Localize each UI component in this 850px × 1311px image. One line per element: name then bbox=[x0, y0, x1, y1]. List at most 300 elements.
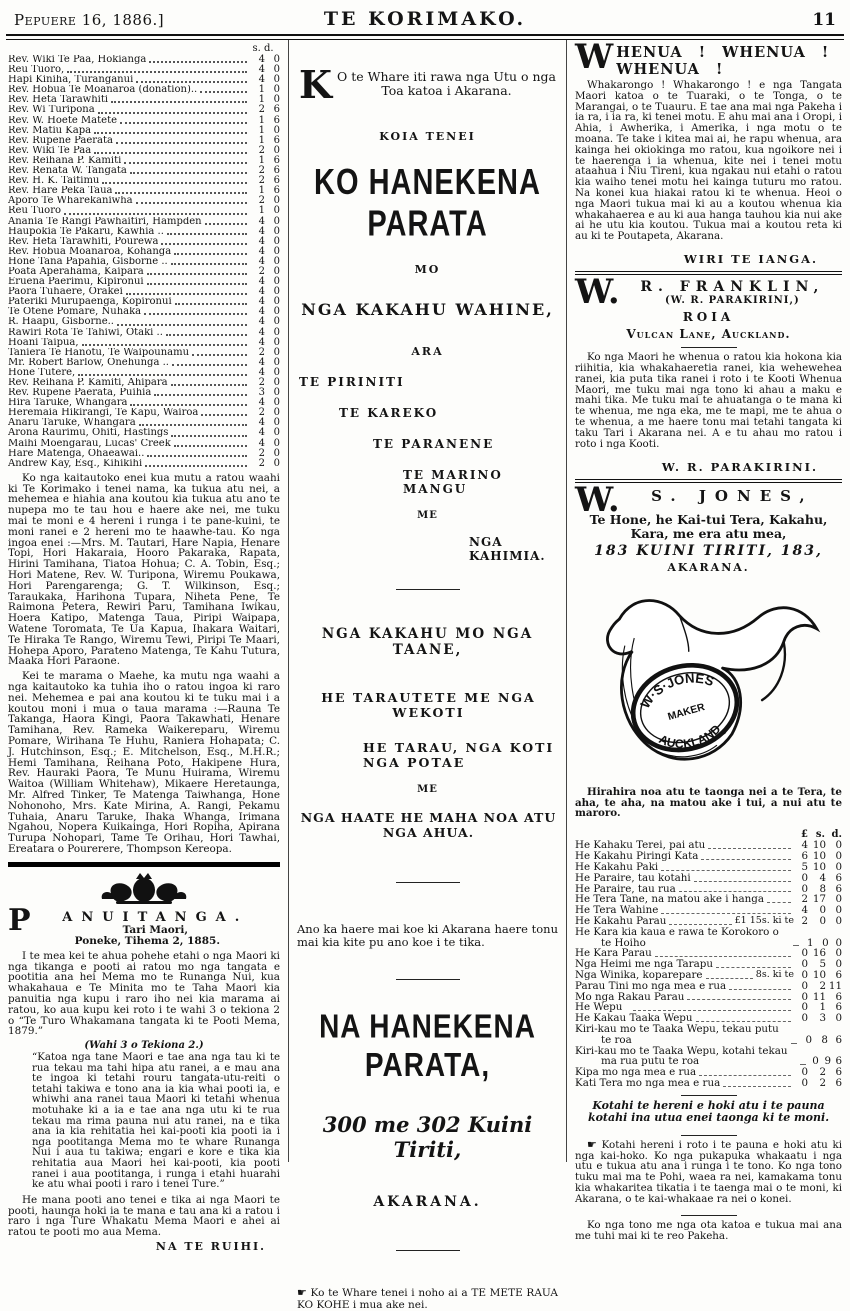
me-label-2: ME bbox=[417, 784, 438, 795]
amount-pence: 6 bbox=[273, 114, 280, 126]
price-shillings: 5 bbox=[819, 958, 826, 971]
issue-date: Pepuere 16, 1886.] bbox=[14, 11, 165, 29]
amount-shillings: 4 bbox=[258, 74, 265, 86]
crest-icon bbox=[92, 872, 196, 906]
dash-leader bbox=[655, 956, 791, 957]
amount-pence: 0 bbox=[273, 377, 280, 388]
fabric-paranene: TE PARANENE bbox=[373, 437, 495, 451]
subscriber-row bbox=[8, 317, 280, 327]
dot-leader bbox=[175, 303, 247, 305]
supporters-paragraph-1-text: Ko nga kaitautoko enei kua mutu a ratou waahi ki Te Korimako i tenei nama, ka tukua atu nei, a mehemea e hiahia ana koutou kia tukua atu ano te nupepa mo te tau hou e haere ake nei, me tuku mai te moni e 4 hereni i runga i te pane-kuini, te moni ranei e 2 hereni mo te haawhe-tau. Ko nga ingoa enei :—Mrs. M. Tautari, Hare Napia, Henare Topi, Hori Hakaraia, Hooro Pakaraka, Rapata, Hirini Tamihana, Tiatoa Hohua; C. A. Tobin, Esq.; Hori Matene, Rev. W. Turipona, Wiremu Poukawa, Hori Parengarenga; G. T. Wilkinson, Esq.; Taraukaka, Harihona Tupara, Niheta Pene, Te Raimona Petera, Rewiri Paru, Tamihana Iwikau, Hoera Katipo, Matenga Taua, Piripi Waipapa, Watene Toromata, Te Ua Kapua, Ihakara Waitari, Te Hiraka Te Rango, Wiremu Tewi, Piripi Te Maari, Hohepa Aporo, Parateno Matenga, Te Kahu Tutura, Maaka Hori Paraone. bbox=[8, 471, 280, 668]
price-shillings: 1 bbox=[819, 1001, 826, 1014]
dash-leader bbox=[661, 870, 791, 871]
price-row bbox=[575, 1078, 842, 1089]
subscriber-name: Paora Tuhaere, Orakei bbox=[8, 287, 123, 298]
jones-ad bbox=[575, 479, 842, 1242]
dot-leader bbox=[171, 435, 247, 437]
price-pence: 0 bbox=[835, 958, 842, 971]
subscriber-row bbox=[8, 217, 280, 227]
dot-leader bbox=[149, 61, 247, 63]
subscription-amount-header bbox=[8, 44, 280, 54]
line-haate: NGA HAATE HE MAHA NOA ATU NGA AHUA. bbox=[300, 810, 557, 840]
subscriber-name: Te Otene Pomare, Nuhaka bbox=[8, 307, 142, 318]
dot-leader bbox=[82, 344, 247, 346]
amount-shillings: 2 bbox=[258, 165, 265, 177]
statute-quote: “Katoa nga tane Maori e tae ana nga tau ki te rua tekau ma tahi hipa atu ranei, a e mau ana te ingoa ki tetahi rouru tangata-utu-reiti o tetahi takiwa e tono ana ia kia whai pooti ia, e whiwhi ana ranei taua Maori ki tetahi whenua motuhake ki a ia e tae ana nga utu ki te rua tekau ma rima pauna nui atu ranei, na e tika ana ia kia rehitatia hei kai-pooti kia pooti ia i nga pootitanga Mema mo te whare Runanga Nui i aua tu takiwa; engari e kore e tika kia rehitatia aua Maori hei kai-pooti, kia pooti ranei i aua pootitanga, i runga i etahi huarahi ke atu whai pooti i raro i tenei Ture.” bbox=[32, 1052, 280, 1191]
dot-leader bbox=[167, 233, 247, 235]
subscriber-row bbox=[8, 186, 280, 196]
price-pence: 6 bbox=[835, 990, 842, 1003]
dot-leader bbox=[117, 324, 247, 326]
subscriber-row bbox=[8, 307, 280, 317]
subscriber-row bbox=[8, 459, 280, 469]
item-name: He Kara kia kaua e rawa te Korokoro o te Hoiho bbox=[575, 925, 779, 949]
saddle-image bbox=[591, 576, 826, 781]
price-shillings: 2 bbox=[819, 1066, 826, 1079]
dot-leader bbox=[145, 465, 247, 467]
price-pence: 11 bbox=[828, 979, 842, 992]
amount-pence: 0 bbox=[273, 437, 280, 449]
amount-pence: 0 bbox=[273, 255, 280, 267]
dot-leader bbox=[174, 253, 247, 255]
subscriber-row bbox=[8, 287, 280, 297]
subscriber-row bbox=[8, 237, 280, 247]
subscriber-name: Rev. Matiu Kapa bbox=[8, 125, 92, 136]
amount-shillings: 2 bbox=[258, 175, 265, 187]
amount-shillings: 4 bbox=[258, 306, 265, 318]
panuitanga-intro-text: I te mea kei te ahua pohehe etahi o nga Maori ki nga tikanga e pooti ai ratou mo nga tangata e pootitia ana hei Mema mo te Runanga Nui, kua whakahaua e Te Minita mo te Taha Maori kia panuitia nga kupu i raro iho nei kia marama ai ratou, ko aua kupu kei roto i te wahi 3 o tekiona 2 o “Te Turo Whakamana tangata ki te Pooti Mema, 1879.” bbox=[8, 949, 280, 1038]
item-name: Kiri-kau mo te Taaka Wepu, tekau putu te roa bbox=[575, 1022, 779, 1046]
item-name: He Kahaku Terei, pai atu bbox=[575, 839, 706, 852]
subscriber-name: Hone Tana Papahia, Gisborne .. bbox=[8, 256, 168, 267]
item-name: Kipa mo nga mea e rua bbox=[575, 1066, 697, 1079]
franklin-name: R. FRANKLIN, bbox=[640, 279, 825, 296]
item-name: Mo nga Rakau Parau bbox=[575, 990, 685, 1003]
price-pence: 6 bbox=[835, 882, 842, 895]
price-pounds: 0 bbox=[801, 1066, 808, 1079]
price-list bbox=[575, 840, 842, 1088]
english-orders-text: Ko nga tono me nga ota katoa e tukua mai ana me tuhi mai ki te reo Pakeha. bbox=[575, 1218, 842, 1242]
whenua-paragraph-text: Whakarongo ! Whakarongo ! e nga Tangata Maori katoa o te Tuaraki, o te Tonga, o te Marangai, o te Tuauru. E tae ana mai nga Pakeha i ia ra, i ia ra, ki tenei motu. E ahu mai ana i Oropi, i Ahia, i Awherika, i Amerika, i nga motu o te moana. Te take i kitea mai ai, he rapu whenua, ara kainga hei okiokinga mo ratou, kua ngoikore nei i te haerenga i ia whenua, kite nei i tenei motu ataahua i Niu Tireni, kua ngakau nui etahi o ratou kia waiho tenei motu hei kainga tuturu mo ratou. Na konei kua hiakai ratou ki te whenua. Heoi o nga Maori tukua mai ki au a koutou whenua kia whakahaerea e au ki aua hanga tauhou kia nui ake ai he utu kia koutou. Tukua mai a koutou reta ki au ki te Poutapeta, Akarana. bbox=[575, 79, 842, 243]
subscriber-row bbox=[8, 297, 280, 307]
amount-pence: 0 bbox=[273, 316, 280, 328]
womens-clothing-line: NGA KAKAHU WAHINE, bbox=[301, 300, 554, 319]
amount-shillings: 4 bbox=[258, 54, 265, 65]
price-shillings: 8 bbox=[819, 882, 826, 895]
short-rule bbox=[396, 882, 460, 883]
fabric-piriniti: TE PIRINITI bbox=[299, 375, 405, 389]
price-row bbox=[575, 981, 842, 992]
ad-street-address: 300 me 302 Kuini Tiriti, bbox=[322, 1112, 533, 1162]
item-name: Kati Tera mo nga mea e rua bbox=[575, 1076, 721, 1089]
advertiser-name: KO HANEKENA PARATA bbox=[314, 162, 541, 244]
amount-pence: 0 bbox=[273, 144, 280, 156]
amount-shillings: 4 bbox=[258, 215, 265, 227]
dot-leader bbox=[124, 162, 247, 164]
dash-leader bbox=[701, 859, 791, 860]
amount-pence: 0 bbox=[273, 387, 280, 399]
amount-pence: 0 bbox=[273, 447, 280, 459]
subscriber-row bbox=[8, 75, 280, 85]
dot-leader bbox=[171, 384, 247, 386]
dot-leader bbox=[64, 213, 247, 215]
amount-pence: 0 bbox=[273, 326, 280, 338]
price-pence: 0 bbox=[835, 904, 842, 917]
subscriber-name: Anania Te Rangi Pawhaitiri, Hampden bbox=[8, 216, 202, 227]
price-shillings: 10 bbox=[812, 839, 826, 852]
dot-leader bbox=[78, 374, 247, 376]
amount-pence: 0 bbox=[273, 94, 280, 106]
amount-pence: 0 bbox=[273, 457, 280, 469]
price-pounds: 6 bbox=[801, 850, 808, 863]
price-pence: 0 bbox=[835, 914, 842, 927]
panuitanga-initial: P bbox=[8, 902, 31, 938]
saddle-caption-text: Hirahira noa atu te taonga nei a te Tera, te aha, te aha, na matou ake i tui, a nui atu te maroro. bbox=[575, 785, 842, 820]
dot-leader bbox=[102, 182, 247, 184]
subscriber-row bbox=[8, 227, 280, 237]
amount-shillings: 4 bbox=[258, 397, 265, 409]
mens-clothing-line: NGA KAKAHU MO NGA TAANE, bbox=[321, 626, 534, 658]
masthead bbox=[0, 0, 850, 32]
right-column bbox=[567, 37, 850, 1242]
amount-pence: 0 bbox=[273, 276, 280, 288]
panuitanga-closing-text: He mana pooti ano tenei e tika ai nga Maori te pooti, haunga hoki ia te mana e tau ana ki a ratou i raro i nga Ture Whakatu Mema Maori e ahei ai ratou te pooti mo aua Mema. bbox=[8, 1193, 280, 1239]
price-shillings: 2 bbox=[819, 1076, 826, 1089]
price-shillings: 8 bbox=[821, 1033, 828, 1046]
fabric-marino-mangu: TE MARINO MANGU bbox=[403, 468, 503, 496]
dash-leader bbox=[696, 1021, 791, 1022]
amount-pence: 6 bbox=[273, 134, 280, 146]
dot-leader bbox=[98, 112, 247, 114]
pence-header: d. bbox=[831, 829, 842, 841]
dot-leader bbox=[205, 223, 247, 225]
amount-pence: 0 bbox=[273, 306, 280, 318]
dash-leader bbox=[694, 881, 791, 882]
dash-leader bbox=[706, 978, 753, 979]
supporters-paragraph-1 bbox=[8, 473, 280, 667]
manicule-icon: ☛ bbox=[587, 1137, 597, 1151]
jones-line-1: Te Hone, he Kai-tui Tera, Kakahu, bbox=[589, 511, 828, 527]
amount-pence: 0 bbox=[273, 74, 280, 86]
item-name: He Tera Tane, na matou ake i hanga bbox=[575, 893, 764, 906]
amount-pence: 0 bbox=[273, 286, 280, 298]
amount-shillings: 4 bbox=[258, 296, 265, 308]
dot-leader bbox=[174, 445, 247, 447]
royal-crest-ornament bbox=[8, 872, 280, 910]
english-orders-note bbox=[575, 1220, 842, 1242]
price-pounds: 1 bbox=[807, 936, 814, 949]
dot-leader bbox=[166, 334, 247, 336]
dash-leader bbox=[679, 891, 791, 892]
subscriber-name: Poata Aperahama, Kaipara bbox=[8, 266, 144, 277]
item-name: Nga Heimi me nga Tarapu bbox=[575, 958, 713, 971]
amount-pence: 0 bbox=[273, 215, 280, 227]
terms-paragraph bbox=[575, 1137, 842, 1205]
subscriber-row bbox=[8, 116, 280, 126]
dot-leader bbox=[200, 91, 247, 93]
price-pence: 6 bbox=[835, 968, 842, 981]
panuitanga-rest: ANUITANGA. bbox=[62, 909, 249, 925]
amount-pence: 6 bbox=[273, 104, 280, 116]
price-pence: 6 bbox=[835, 1001, 842, 1014]
item-name: Kiri-kau mo te Taaka Wepu, kotahi tekau ma rua putu te roa bbox=[575, 1044, 788, 1068]
item-name: Nga Winika, koparepare bbox=[575, 968, 703, 981]
subscriber-row bbox=[8, 85, 280, 95]
whenua-notice bbox=[575, 37, 842, 267]
subscriber-name: Pateriki Murupaenga, Kopironui bbox=[8, 297, 172, 308]
drop-cap-k: K bbox=[299, 62, 333, 107]
panuitanga-dateline: Poneke, Tihema 2, 1885. bbox=[74, 934, 220, 947]
whenua-heading: HENUA ! WHENUA ! WHENUA ! bbox=[616, 44, 830, 78]
price-pounds: 0 bbox=[801, 882, 808, 895]
dash-leader bbox=[767, 902, 791, 903]
amount-pence: 6 bbox=[273, 154, 280, 166]
dot-leader bbox=[147, 283, 247, 285]
subscriber-name: Reu Tuoro, bbox=[8, 65, 65, 76]
section-divider-bar bbox=[8, 862, 280, 867]
price-pounds: 0 bbox=[812, 1055, 819, 1068]
amount-pence: 0 bbox=[273, 124, 280, 136]
subscriber-name: Rev. Wi Turipona bbox=[8, 105, 95, 116]
item-name: Parau Tini mo nga mea e rua bbox=[575, 979, 727, 992]
amount-pence: 0 bbox=[273, 195, 280, 207]
amount-shillings: 4 bbox=[258, 356, 265, 368]
amount-pence: 0 bbox=[273, 265, 280, 277]
fabric-kareko: TE KAREKO bbox=[339, 406, 439, 420]
amount-pence: 0 bbox=[273, 245, 280, 257]
subscriber-name: Rev. H. K. Taitimu bbox=[8, 176, 100, 187]
subscriber-row bbox=[8, 449, 280, 459]
line-tarau: HE TARAU, NGA KOTI NGA POTAE bbox=[363, 740, 555, 770]
price-row bbox=[575, 927, 842, 949]
subscriber-row bbox=[8, 146, 280, 156]
price-shillings: 10 bbox=[812, 968, 826, 981]
dot-leader bbox=[111, 101, 247, 103]
price-pounds: 2 bbox=[801, 914, 808, 927]
dot-leader bbox=[136, 81, 247, 83]
subscriber-name: Hare Matenga, Ohaeawai.. bbox=[8, 448, 145, 459]
amount-pence: 6 bbox=[273, 185, 280, 197]
saddle-caption bbox=[575, 787, 842, 819]
amount-shillings: 2 bbox=[258, 346, 265, 358]
me-label-1: ME bbox=[417, 510, 438, 521]
price-shillings: 0 bbox=[819, 914, 826, 927]
former-occupants-note bbox=[297, 1287, 558, 1311]
price-pounds: 2 bbox=[801, 893, 808, 906]
subscriber-row bbox=[8, 65, 280, 75]
amount-shillings: 2 bbox=[258, 195, 265, 207]
price-pounds: 0 bbox=[801, 1076, 808, 1089]
subscriber-row bbox=[8, 368, 280, 378]
amount-shillings: 2 bbox=[258, 377, 265, 388]
fabric-kahimia: NGA KAHIMIA. bbox=[469, 535, 546, 563]
subscriber-row bbox=[8, 126, 280, 136]
franklin-paragraph bbox=[575, 352, 842, 449]
price-pence: 0 bbox=[835, 947, 842, 960]
subscriber-row bbox=[8, 328, 280, 338]
subscriber-name: Rev. W. Hoete Matete bbox=[8, 115, 118, 126]
price-pence: 0 bbox=[835, 893, 842, 906]
mo-label: MO bbox=[414, 263, 441, 276]
short-rule bbox=[681, 1095, 737, 1096]
jones-street: 183 KUINI TIRITI, 183, bbox=[594, 542, 823, 559]
amount-shillings: 4 bbox=[258, 326, 265, 338]
subscriber-name: R. Haapu, Gisborne.. bbox=[8, 317, 114, 328]
price-pounds: 5 bbox=[801, 861, 808, 873]
price-pence: 6 bbox=[835, 1055, 842, 1068]
amount-pence: 0 bbox=[273, 296, 280, 308]
amount-pence: 6 bbox=[273, 165, 280, 177]
price-pounds: 0 bbox=[801, 1001, 808, 1014]
line-tarautete: HE TARAUTETE ME NGA WEKOTI bbox=[321, 690, 536, 720]
amount-shillings: 4 bbox=[258, 286, 265, 298]
dot-leader bbox=[201, 414, 247, 416]
item-name: He Kakau Taaka Wepu bbox=[575, 1012, 693, 1025]
item-name: He Kakahu Paki bbox=[575, 861, 659, 873]
amount-shillings: 1 bbox=[258, 185, 265, 197]
subscriber-row bbox=[8, 247, 280, 257]
amount-pence: 0 bbox=[273, 356, 280, 368]
subscriber-name: Eruena Paerimu, Kipironui bbox=[8, 277, 144, 288]
price-pence: 0 bbox=[835, 850, 842, 863]
amount-shillings: 2 bbox=[258, 265, 265, 277]
amount-shillings: 2 bbox=[258, 447, 265, 459]
middle-column bbox=[289, 40, 567, 1311]
dot-leader bbox=[154, 394, 247, 396]
subscriber-row bbox=[8, 55, 280, 65]
dash-leader bbox=[661, 913, 791, 914]
page-number: 11 bbox=[812, 10, 836, 30]
dot-leader bbox=[120, 122, 247, 124]
subscriber-row bbox=[8, 418, 280, 428]
panuitanga-intro bbox=[8, 951, 280, 1037]
subscriber-row bbox=[8, 378, 280, 388]
badge-maker-name: W·S·JONES bbox=[637, 670, 716, 711]
subscriber-name: Rev. Rupene Paerata, Puihia bbox=[8, 388, 152, 399]
dot-leader bbox=[172, 364, 247, 366]
price-row bbox=[575, 1046, 842, 1068]
price-shillings: 0 bbox=[822, 936, 829, 949]
amount-shillings: 1 bbox=[258, 154, 265, 166]
panuitanga-signature: NA TE RUIHI. bbox=[155, 1240, 266, 1254]
price-pounds: 0 bbox=[801, 1012, 808, 1025]
price-pounds: 0 bbox=[801, 979, 808, 992]
price-pounds: 0 bbox=[801, 958, 808, 971]
amount-shillings: 1 bbox=[258, 94, 265, 106]
amount-pence: 0 bbox=[273, 366, 280, 378]
dash-leader bbox=[800, 1064, 806, 1065]
price-note: 8s. ki te bbox=[755, 968, 794, 980]
jones-name: S. JONES, bbox=[651, 486, 814, 505]
dash-leader bbox=[723, 1086, 791, 1087]
price-pounds: 0 bbox=[801, 990, 808, 1003]
amount-shillings: 4 bbox=[258, 225, 265, 237]
dash-leader bbox=[669, 924, 731, 925]
jones-town: AKARANA. bbox=[667, 560, 750, 574]
price-pence: 6 bbox=[835, 871, 842, 884]
franklin-signature: W. R. PARAKIRINI. bbox=[661, 459, 818, 474]
dot-leader bbox=[136, 202, 247, 204]
subscriber-name: Rev. Renata W. Tangata bbox=[8, 166, 127, 177]
subscriber-row bbox=[8, 408, 280, 418]
short-rule bbox=[681, 1215, 737, 1216]
amount-shillings: 4 bbox=[258, 437, 265, 449]
item-name: He Wepu bbox=[575, 1001, 623, 1014]
amount-shillings: 1 bbox=[258, 84, 265, 96]
dot-leader bbox=[161, 243, 247, 245]
amount-pence: 0 bbox=[273, 205, 280, 217]
price-pence: 0 bbox=[835, 839, 842, 852]
price-pence: 0 bbox=[835, 1012, 842, 1025]
amount-shillings: 1 bbox=[258, 114, 265, 126]
short-rule bbox=[396, 1250, 460, 1251]
amount-shillings: 3 bbox=[258, 387, 265, 399]
amount-pence: 0 bbox=[273, 397, 280, 409]
dot-leader bbox=[130, 172, 247, 174]
subscriber-list bbox=[8, 55, 280, 469]
price-pounds: 0 bbox=[805, 1033, 813, 1046]
amount-pence: 0 bbox=[273, 336, 280, 348]
subscriber-name: Anaru Taruke, Whangara bbox=[8, 418, 136, 429]
amount-pence: 0 bbox=[273, 235, 280, 247]
price-row bbox=[575, 1024, 842, 1046]
pound-header: £ bbox=[801, 829, 808, 841]
dot-leader bbox=[126, 293, 247, 295]
amount-shillings: 1 bbox=[258, 205, 265, 217]
subscriber-name: Rev. Wiki Te Paa, Hokianga bbox=[8, 55, 147, 65]
amount-shillings: 4 bbox=[258, 235, 265, 247]
drop-cap-w-jones: W. bbox=[575, 479, 620, 520]
amount-pence: 0 bbox=[273, 64, 280, 76]
subscriber-name: Maihi Moengarau, Lucas' Creek bbox=[8, 438, 171, 449]
subscriber-row bbox=[8, 206, 280, 216]
supporters-paragraph-2 bbox=[8, 671, 280, 855]
dot-leader bbox=[116, 142, 247, 144]
subscriber-name: Heremaia Hikirangi, Te Kapu, Wairoa bbox=[8, 408, 199, 419]
supporters-paragraph-2-text: Kei te marama o Maehe, ka mutu nga waahi a nga kaitautoko ka tuhia iho o ratou ingoa ki raro nei. Mehemea e pai ana koutou ki te tuku mai i a koutou moni i mua o taua marama :—Rauna Te Takanga, Haora Kingi, Paora Takawhati, Henare Tamihana, Rev. Rameka Waikereparu, Wiremu Pomare, Wirihana Te Huhu, Raniera Hohapata; C. J. Hutchinson, Esq.; E. Mitchelson, Esq., M.H.R.; Hemi Tamihana, Reihana Poto, Hakipene Hura, Rev. Hauraki Paora, Te Munu Huirama, Wiremu Waitoa (William Whitehaw), Mikaere Heretaunga, Mr. Alfred Tinker, Te Matenga Taiwhanga, Hone Nohonoho, Mrs. Kate Mirina, A. Rangi, Pekamu Tuhaia, Anaru Taruke, Ihaka Whanga, Irimana Ngahou, Nopera Kuikainga, Hori Ropiha, Apirana Turupa Nohopari, Tame Te Orihau, Hori Tawhai, Ereatara o Pourerere, Thompson Kereopa. bbox=[8, 670, 280, 855]
price-pence: 6 bbox=[835, 1066, 842, 1079]
amount-pence: 0 bbox=[273, 225, 280, 237]
subscriber-row bbox=[8, 388, 280, 398]
amount-shillings: 1 bbox=[258, 134, 265, 146]
subscriber-name: Hapi Kiniha, Turanganui bbox=[8, 75, 134, 86]
panuitanga-closing bbox=[8, 1195, 280, 1238]
price-shillings: 4 bbox=[819, 871, 826, 884]
koia-tenei: KOIA TENEI bbox=[379, 130, 476, 143]
amount-shillings: 1 bbox=[258, 124, 265, 136]
short-rule bbox=[681, 1135, 737, 1136]
subscriber-name: Hone Tutere, bbox=[8, 367, 76, 378]
price-pence: 6 bbox=[835, 1033, 842, 1046]
dot-leader bbox=[147, 455, 247, 457]
subscriber-row bbox=[8, 95, 280, 105]
price-shillings: 9 bbox=[824, 1055, 832, 1068]
amount-shillings: 4 bbox=[258, 276, 265, 288]
refund-note: Kotahi te hereni e hoki atu i te pauna kotahi ina utua enei taonga ki te moni. bbox=[587, 1098, 830, 1124]
amount-pence: 0 bbox=[273, 417, 280, 429]
paper-title: TE KORIMAKO. bbox=[323, 8, 527, 30]
price-shillings: 10 bbox=[812, 850, 826, 863]
shilling-header: s. bbox=[815, 829, 825, 841]
subscriber-name: Arona Raurimu, Ohiti, Hastings bbox=[8, 428, 169, 439]
ad-intro-text: O te Whare iti rawa nga Utu o nga Toa katoa i Akarana. bbox=[337, 69, 556, 98]
subscriber-row bbox=[8, 166, 280, 176]
subscriber-row bbox=[8, 105, 280, 115]
former-occupants-text: Ko te Whare tenei i noho ai a TE METE RAUA KO KOHE i mua ake nei. bbox=[297, 1287, 559, 1311]
badge-maker-label: MAKER bbox=[666, 701, 707, 723]
subscriber-name: Haupokia Te Pakaru, Kawhia .. bbox=[8, 226, 164, 237]
subscriber-name: Aporo Te Wharekaniwha bbox=[8, 196, 133, 207]
